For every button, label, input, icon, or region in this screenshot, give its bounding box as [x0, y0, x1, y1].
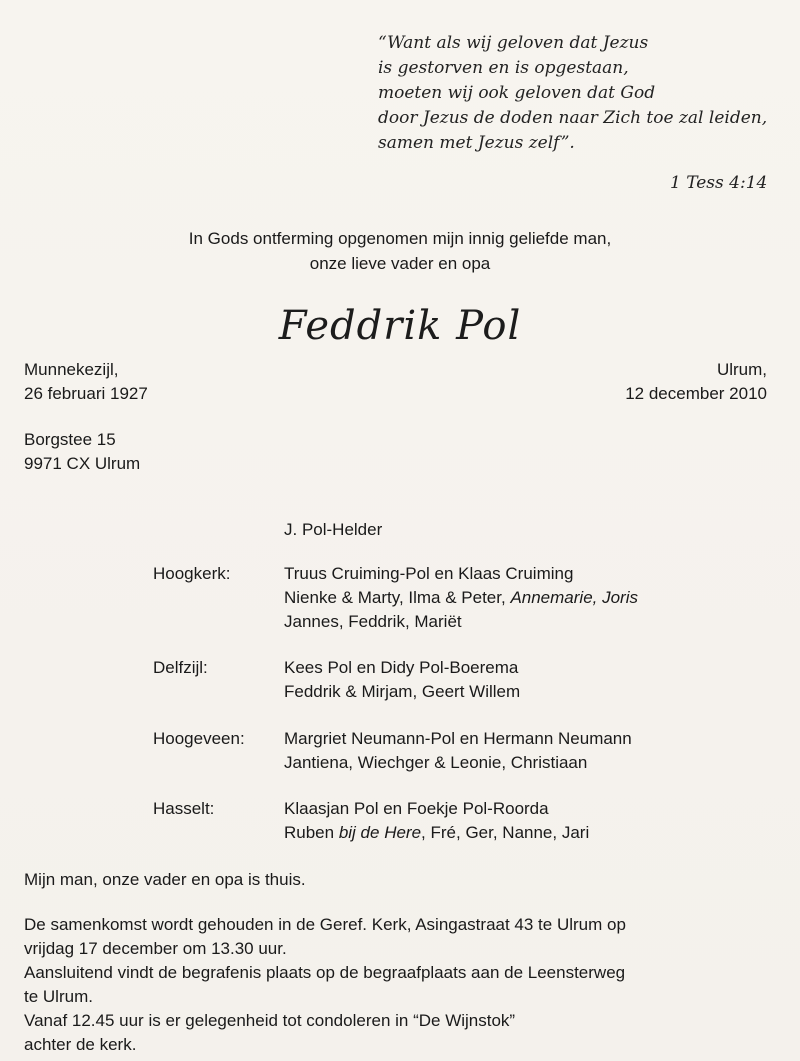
service-line: achter de kerk.: [24, 1035, 137, 1054]
service-details: [24, 913, 626, 1057]
intro-line-2: onze lieve vader en opa: [309, 254, 491, 273]
family-place: Delfzijl:: [153, 658, 208, 677]
death-place: Ulrum,: [716, 360, 767, 379]
family-line-part: Ruben: [284, 823, 339, 842]
family-line: Jannes, Feddrik, Mariët: [284, 612, 462, 631]
quote-line: door Jezus de doden naar Zich toe zal leiden,: [378, 108, 768, 128]
family-line: [284, 586, 638, 610]
family-line: Kees Pol en Didy Pol-Boerema: [284, 658, 519, 677]
birth-place: Munnekezijl,: [24, 360, 119, 379]
service-line: te Ulrum.: [24, 987, 93, 1006]
family-place: Hoogeveen:: [153, 729, 245, 748]
birth-date: 26 februari 1927: [24, 384, 148, 403]
intro-line-1: In Gods ontferming opgenomen mijn innig geliefde man,: [188, 229, 612, 248]
service-line: vrijdag 17 december om 13.30 uur.: [24, 939, 287, 958]
family-names: [284, 727, 632, 775]
intro-text: [0, 226, 800, 276]
home-address: [24, 428, 140, 476]
quote-line: is gestorven en is opgestaan,: [378, 58, 629, 78]
quote-line: samen met Jezus zelf”.: [378, 133, 575, 153]
service-line: Aansluitend vindt de begrafenis plaats op de begraafplaats aan de Leensterweg: [24, 963, 626, 982]
quote-reference: 1 Tess 4:14: [670, 173, 768, 193]
family-line: Klaasjan Pol en Foekje Pol-Roorda: [284, 799, 549, 818]
family-line: Truus Cruiming-Pol en Klaas Cruiming: [284, 564, 574, 583]
family-line-part: Nienke & Marty, Ilma & Peter,: [284, 588, 511, 607]
birth-info: [24, 358, 148, 406]
family-line: [284, 821, 589, 845]
family-line-part: , Fré, Ger, Nanne, Jari: [421, 823, 590, 842]
family-line-italic: bij de Here: [338, 823, 422, 842]
quote-line: moeten wij ook geloven dat God: [378, 83, 656, 103]
bible-quote: [378, 31, 778, 193]
death-info: [625, 358, 767, 406]
address-street: Borgstee 15: [24, 430, 116, 449]
death-date: 12 december 2010: [625, 384, 767, 403]
family-names: [284, 562, 638, 634]
family-names: [284, 656, 520, 704]
family-line: Margriet Neumann-Pol en Hermann Neumann: [284, 729, 632, 748]
address-postal-city: 9971 CX Ulrum: [24, 454, 141, 473]
family-place: Hasselt:: [153, 799, 215, 818]
closing-statement: Mijn man, onze vader en opa is thuis.: [24, 870, 306, 889]
family-place: Hoogkerk:: [153, 564, 231, 583]
family-line: Feddrik & Mirjam, Geert Willem: [284, 682, 521, 701]
quote-line: “Want als wij geloven dat Jezus: [378, 33, 649, 53]
service-line: De samenkomst wordt gehouden in de Geref. Kerk, Asingastraat 43 te Ulrum op: [24, 915, 626, 934]
service-line: Vanaf 12.45 uur is er gelegenheid tot condoleren in “De Wijnstok”: [24, 1011, 516, 1030]
family-names: [284, 797, 589, 845]
family-line-italic: Annemarie, Joris: [510, 588, 638, 607]
widow-name: J. Pol-Helder: [284, 520, 383, 539]
deceased-name: Feddrik Pol: [278, 303, 522, 349]
family-line: Jantiena, Wiechger & Leonie, Christiaan: [284, 753, 588, 772]
